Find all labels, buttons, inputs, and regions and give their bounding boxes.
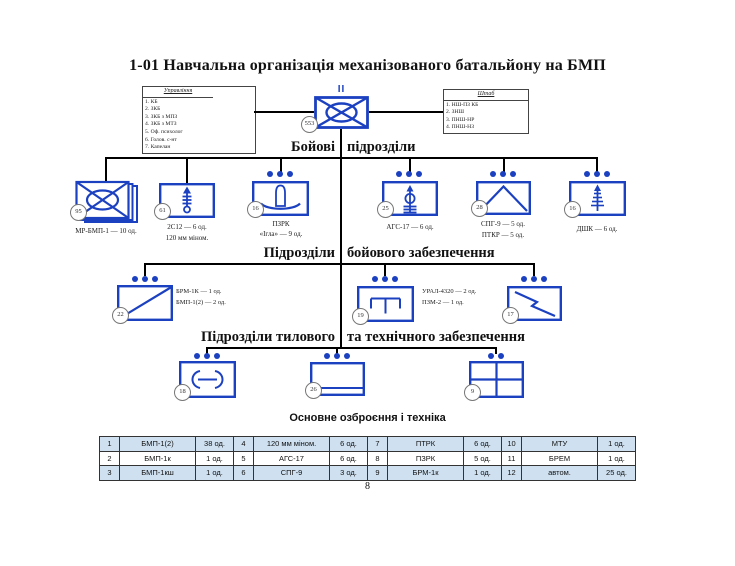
unit-number-badge: 16 <box>247 201 264 218</box>
band3-title-left: Підрозділи тилового <box>201 329 335 345</box>
connector <box>254 111 314 113</box>
unit-number-badge: 25 <box>377 201 394 218</box>
table-cell: БМП-1к <box>120 452 196 467</box>
echelon-dots <box>267 171 293 177</box>
echelon-dots <box>490 171 516 177</box>
unit-label: 2С12 — 6 од. <box>167 223 207 231</box>
table-cell: 1 <box>100 437 120 452</box>
roster-item: 4. ЗКБ з МТЗ <box>145 121 177 128</box>
unit-side-label: БРМ-1К — 1 од. <box>176 288 222 295</box>
connector <box>206 347 497 349</box>
echelon-dots <box>488 353 504 359</box>
roster-item: 2. ЗНШ <box>446 109 465 116</box>
connector <box>369 111 443 113</box>
unit-number-badge: 9 <box>464 384 481 401</box>
unit-label: ПЗРК <box>272 220 290 228</box>
table-cell: БМП-1(2) <box>120 437 196 452</box>
table-cell: 5 <box>234 452 254 467</box>
table-cell: ПЗРК <box>388 452 464 467</box>
table-cell: 38 од. <box>196 437 234 452</box>
band2-title-right: бойового забезпечення <box>347 245 495 261</box>
echelon-dots <box>521 276 547 282</box>
roster-item: 1. НШ-ПЗ КБ <box>446 101 479 108</box>
echelon-dots <box>324 353 350 359</box>
band1-title-left: Бойові <box>291 139 335 155</box>
unit-side-label: ПЗМ-2 — 1 од. <box>422 299 464 306</box>
table-cell: 1 од. <box>598 437 636 452</box>
table-title: Основне озброєння і техніка <box>289 412 446 424</box>
table-cell: БРЕМ <box>522 452 598 467</box>
table-cell: 1 од. <box>598 452 636 467</box>
table-cell: 5 од. <box>464 452 502 467</box>
table-cell: 120 мм міном. <box>254 437 330 452</box>
connector <box>596 157 598 172</box>
unit-number-badge: 22 <box>112 307 129 324</box>
table-cell: 6 од. <box>330 452 368 467</box>
equipment-table <box>99 436 636 481</box>
connector <box>186 157 188 184</box>
unit-side-label: БМП-1(2) — 2 од. <box>176 299 226 306</box>
connector <box>144 263 146 276</box>
connector <box>105 157 107 182</box>
table-cell: 3 од. <box>330 466 368 481</box>
table-cell: 1 од. <box>464 466 502 481</box>
echelon-dots <box>396 171 422 177</box>
table-cell: автом. <box>522 466 598 481</box>
table-cell: СПГ-9 <box>254 466 330 481</box>
roster-item: 4. ПНШ-НЗ <box>446 124 475 131</box>
table-cell: 25 од. <box>598 466 636 481</box>
roster-item: 5. Оф. психолог <box>145 128 183 135</box>
mech-infantry-battalion-icon <box>314 96 369 129</box>
mech-infantry-company-icon <box>75 181 141 225</box>
unit-number-badge: 18 <box>174 384 191 401</box>
table-cell: 1 од. <box>196 466 234 481</box>
table-cell: 11 <box>502 452 522 467</box>
unit-number-badge: 28 <box>471 200 488 217</box>
connector <box>409 157 411 172</box>
band2-title-left: Підрозділи <box>263 245 335 261</box>
table-cell: 4 <box>234 437 254 452</box>
staff-roster-items <box>444 101 528 133</box>
unit-label: СПГ-9 — 5 од. <box>481 220 525 228</box>
connector <box>503 157 505 172</box>
unit-label: МР-БМП-1 — 10 од. <box>75 227 137 235</box>
table-cell: 6 <box>234 466 254 481</box>
unit-label: «Ігла» — 9 од. <box>259 230 303 238</box>
table-cell: 7 <box>368 437 388 452</box>
unit-number-badge: 16 <box>564 201 581 218</box>
roster-item: 1. КБ <box>145 98 158 105</box>
connector <box>280 157 282 172</box>
table-cell: 12 <box>502 466 522 481</box>
table-cell: 1 од. <box>196 452 234 467</box>
table-cell: БМП-1кш <box>120 466 196 481</box>
echelon-dots <box>194 353 220 359</box>
unit-number-badge: 19 <box>352 308 369 325</box>
table-cell: 8 <box>368 452 388 467</box>
connector <box>106 157 598 159</box>
table-cell: МТУ <box>522 437 598 452</box>
connector <box>144 263 535 265</box>
page-number: 8 <box>365 481 370 492</box>
table-cell: 2 <box>100 452 120 467</box>
roster-item: 3. ЗКБ з МПЗ <box>145 113 178 120</box>
echelon-dots <box>584 171 610 177</box>
connector <box>384 263 386 276</box>
table-cell: 6 од. <box>330 437 368 452</box>
band3-title-right: та технічного забезпечення <box>347 329 525 345</box>
staff-roster <box>443 89 529 134</box>
unit-number-badge: 95 <box>70 204 87 221</box>
band1-title-right: підрозділи <box>347 139 416 155</box>
echelon-dots <box>372 276 398 282</box>
command-roster-header: Управління <box>143 87 213 98</box>
unit-number-badge: 26 <box>305 382 322 399</box>
table-cell: 9 <box>368 466 388 481</box>
table-cell: АГС-17 <box>254 452 330 467</box>
unit-label: ПТКР — 5 од. <box>481 231 525 239</box>
unit-label: 120 мм міном. <box>165 234 209 242</box>
unit-number-badge: 553 <box>301 116 318 133</box>
unit-number-badge: 17 <box>502 307 519 324</box>
table-cell: 3 <box>100 466 120 481</box>
connector <box>533 263 535 276</box>
table-cell: ПТРК <box>388 437 464 452</box>
unit-number-badge: 61 <box>154 203 171 220</box>
staff-roster-header: Штаб <box>444 90 528 101</box>
page-title: 1-01 Навчальна організація механізованого батальйону на БМП <box>129 57 606 74</box>
table-cell: 6 од. <box>464 437 502 452</box>
table-cell: 10 <box>502 437 522 452</box>
roster-item: 7. Капелан <box>145 144 171 151</box>
roster-item: 6. Голов. с-нт <box>145 136 177 143</box>
unit-label: ДШК — 6 од. <box>576 225 618 233</box>
table-cell: БРМ-1к <box>388 466 464 481</box>
unit-label: АГС-17 — 6 од. <box>386 223 434 231</box>
battalion-echelon-label: II <box>337 84 346 95</box>
roster-item: 3. ПНШ-НР <box>446 116 475 123</box>
echelon-dots <box>132 276 158 282</box>
unit-side-label: УРАЛ-4320 — 2 од. <box>422 288 477 295</box>
roster-item: 2. ЗКБ <box>145 106 161 113</box>
